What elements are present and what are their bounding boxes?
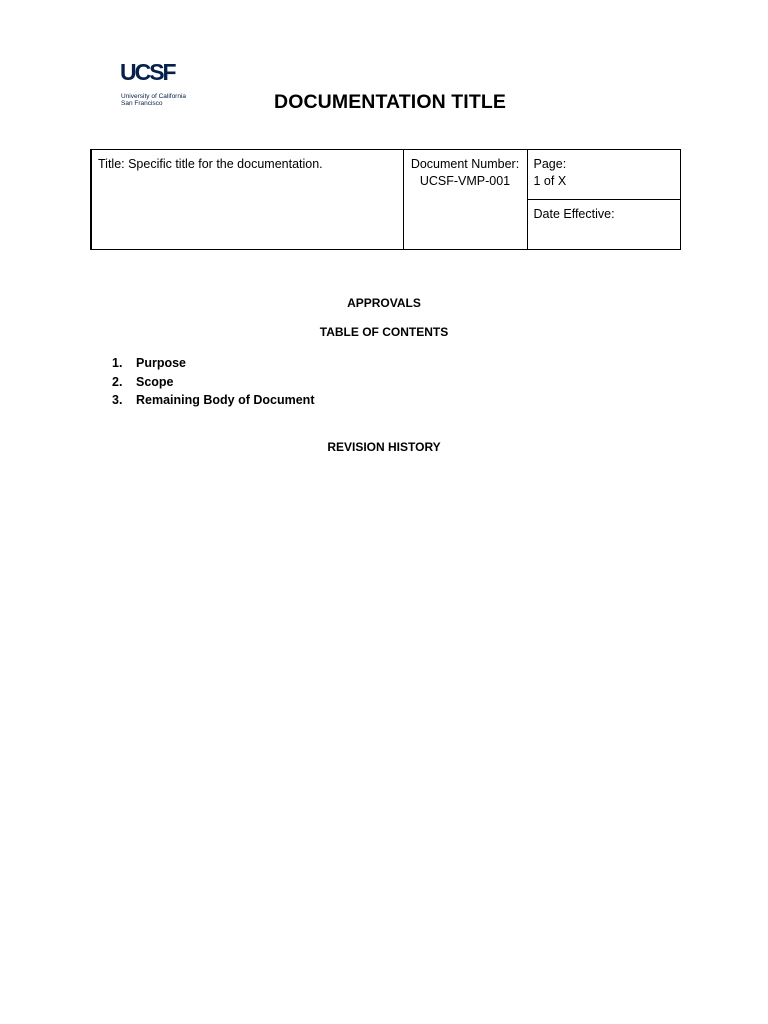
toc-item-label: Purpose [136,356,187,370]
document-title: DOCUMENTATION TITLE [274,91,506,113]
document-number-label: Document Number: [410,157,520,171]
toc-item-remaining-body [112,391,314,410]
title-cell [91,150,403,250]
document-header-table [90,149,681,250]
page-cell [527,150,680,200]
logo-subtitle-line2: San Francisco [121,100,163,107]
logo-wordmark: UCSF [120,60,175,85]
logo-subtitle-line1: University of California [121,93,187,100]
ucsf-logo [120,60,200,112]
toc-item-number: 2. [112,374,123,389]
toc-item-label: Remaining Body of Document [136,393,315,408]
toc-item-number: 1. [112,356,123,370]
revision-history-heading: REVISION HISTORY [327,440,441,454]
date-effective-cell [527,200,680,250]
document-number-value: UCSF-VMP-001 [419,174,511,188]
page-value: 1 of X [533,174,567,188]
toc-item-number: 3. [112,393,123,408]
toc-item-purpose [112,354,314,373]
toc-item-label: Scope [136,374,174,389]
table-of-contents-heading: TABLE OF CONTENTS [319,325,449,339]
ucsf-logo-mark [120,60,200,90]
table-of-contents-list [112,354,314,410]
document-number-cell [403,150,527,250]
date-effective-label: Date Effective: [533,207,615,221]
toc-item-scope [112,373,314,392]
approvals-heading: APPROVALS [347,296,421,310]
title-label: Title: Specific title for the documentation. [98,157,323,171]
page-label: Page: [533,157,567,171]
